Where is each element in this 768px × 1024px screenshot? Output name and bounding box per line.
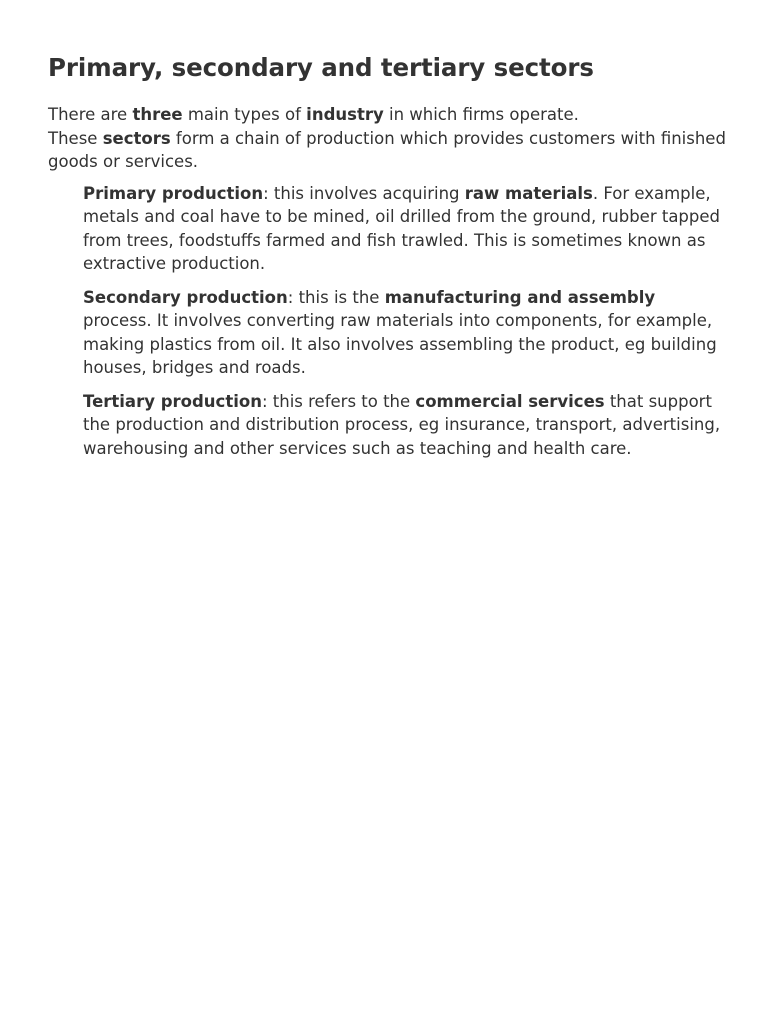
intro-text: These <box>48 128 103 148</box>
sector-text: process. It involves converting raw materials into components, for example, making plastics from oil. It also involves assembling the product, eg building houses, bridges and roads. <box>83 311 717 377</box>
sector-item-primary <box>83 182 728 276</box>
sector-keyword: commercial services <box>415 391 605 411</box>
intro-bold-industry: industry <box>306 105 384 124</box>
sector-text: that support the production and distribution process, eg insurance, transport, advertising, warehousing and other services such as teaching and health care. <box>83 391 721 458</box>
sector-text: : this involves acquiring <box>263 183 465 203</box>
intro-bold-sectors: sectors <box>102 128 171 148</box>
sector-item-secondary <box>83 286 728 380</box>
intro-paragraph-1 <box>48 103 728 127</box>
sector-keyword: manufacturing and assembly <box>384 287 656 307</box>
sector-text: . For example, metals and coal have to be mined, oil drilled from the ground, rubber tapped from trees, foodstuffs farmed and fish trawled. This is sometimes known as extractive production. <box>83 183 721 273</box>
intro-bold-three: three <box>132 105 183 124</box>
sector-text: : this refers to the <box>261 391 416 411</box>
sector-list <box>83 182 728 461</box>
intro-text: in which firms operate. <box>383 105 579 124</box>
sector-item-tertiary <box>83 390 728 461</box>
sector-term: Tertiary production <box>83 391 262 411</box>
sector-keyword: raw materials <box>464 183 593 203</box>
sector-term: Primary production <box>83 183 264 203</box>
intro-section <box>48 103 728 174</box>
sector-text: : this is the <box>287 287 385 307</box>
page-title: Primary, secondary and tertiary sectors <box>48 53 594 82</box>
intro-text: main types of <box>182 105 307 124</box>
intro-text: There are <box>48 105 133 124</box>
sector-term: Secondary production <box>83 287 288 307</box>
intro-paragraph-2 <box>48 127 728 174</box>
intro-text: form a chain of production which provides customers with finished goods or services. <box>48 128 726 171</box>
